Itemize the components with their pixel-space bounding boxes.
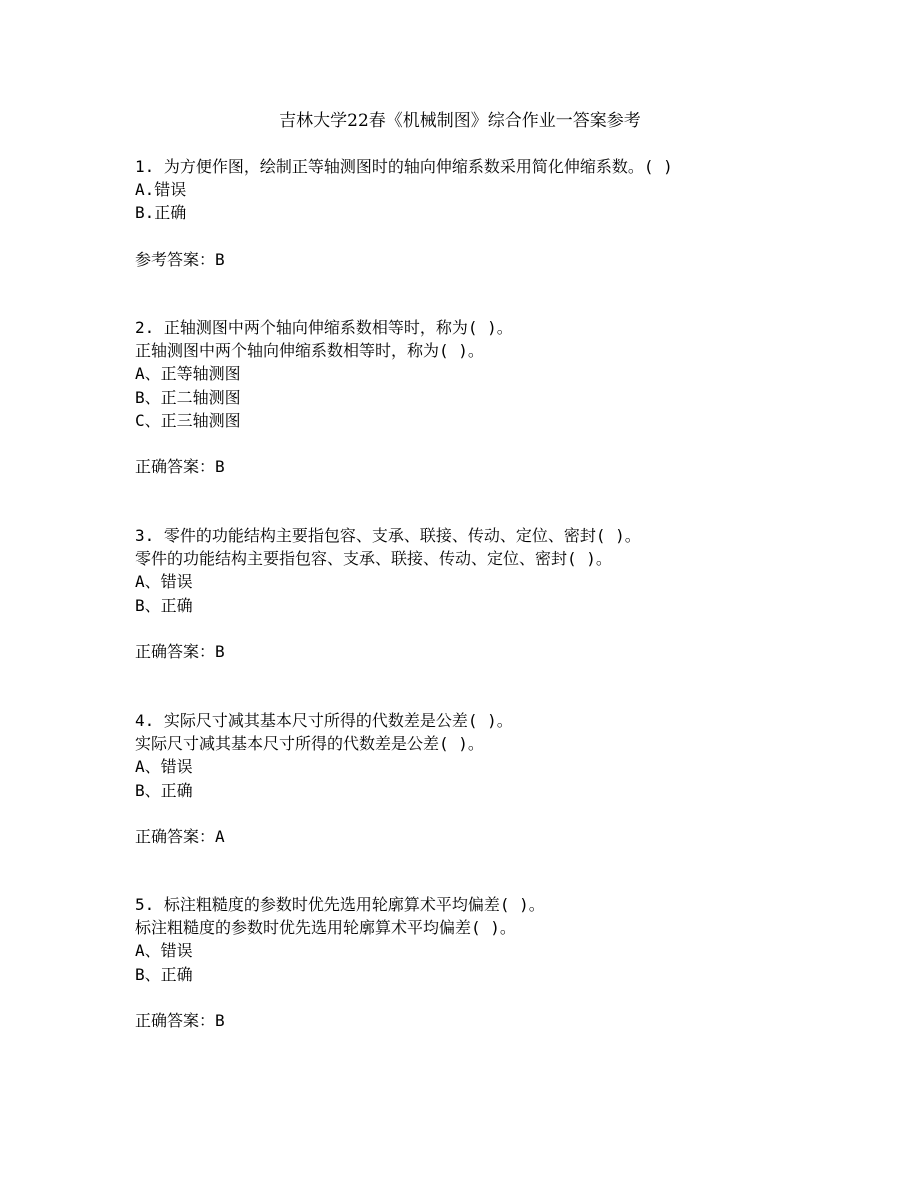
question-4 bbox=[135, 709, 835, 848]
question-stem: 4. 实际尺寸减其基本尺寸所得的代数差是公差( )。 bbox=[135, 711, 513, 730]
answer-text: 正确答案：B bbox=[135, 641, 225, 661]
option-a: A、错误 bbox=[135, 572, 193, 592]
option-a: A.错误 bbox=[135, 180, 187, 200]
question-2 bbox=[135, 316, 835, 478]
document-title: 吉林大学22春《机械制图》综合作业一答案参考 bbox=[279, 111, 641, 131]
question-stem: 5. 标注粗糙度的参数时优先选用轮廓算术平均偏差( )。 bbox=[135, 895, 545, 914]
option-b: B、正确 bbox=[135, 595, 193, 615]
question-repeat: 实际尺寸减其基本尺寸所得的代数差是公差( )。 bbox=[135, 734, 484, 754]
option-a: A、正等轴测图 bbox=[135, 364, 241, 384]
question-5 bbox=[135, 893, 835, 1032]
question-stem: 2. 正轴测图中两个轴向伸缩系数相等时，称为( )。 bbox=[135, 318, 513, 337]
answer-text: 正确答案：B bbox=[135, 1010, 225, 1030]
option-a: A、错误 bbox=[135, 757, 193, 777]
answer-text: 正确答案：A bbox=[135, 826, 225, 846]
answer-text: 正确答案：B bbox=[135, 457, 225, 477]
option-b: B、正二轴测图 bbox=[135, 387, 241, 407]
answer-text: 参考答案：B bbox=[135, 249, 225, 269]
option-c: C、正三轴测图 bbox=[135, 410, 241, 430]
question-1 bbox=[135, 155, 835, 271]
option-a: A、错误 bbox=[135, 941, 193, 961]
question-stem: 3. 零件的功能结构主要指包容、支承、联接、传动、定位、密封( )。 bbox=[135, 526, 641, 545]
option-b: B、正确 bbox=[135, 964, 193, 984]
option-b: B.正确 bbox=[135, 203, 187, 223]
question-3 bbox=[135, 524, 835, 663]
question-repeat: 零件的功能结构主要指包容、支承、联接、传动、定位、密封( )。 bbox=[135, 549, 612, 569]
question-repeat: 正轴测图中两个轴向伸缩系数相等时，称为( )。 bbox=[135, 341, 484, 361]
question-stem: 1. 为方便作图，绘制正等轴测图时的轴向伸缩系数采用简化伸缩系数。( ) bbox=[135, 157, 673, 176]
option-b: B、正确 bbox=[135, 780, 193, 800]
question-repeat: 标注粗糙度的参数时优先选用轮廓算术平均偏差( )。 bbox=[135, 918, 516, 938]
